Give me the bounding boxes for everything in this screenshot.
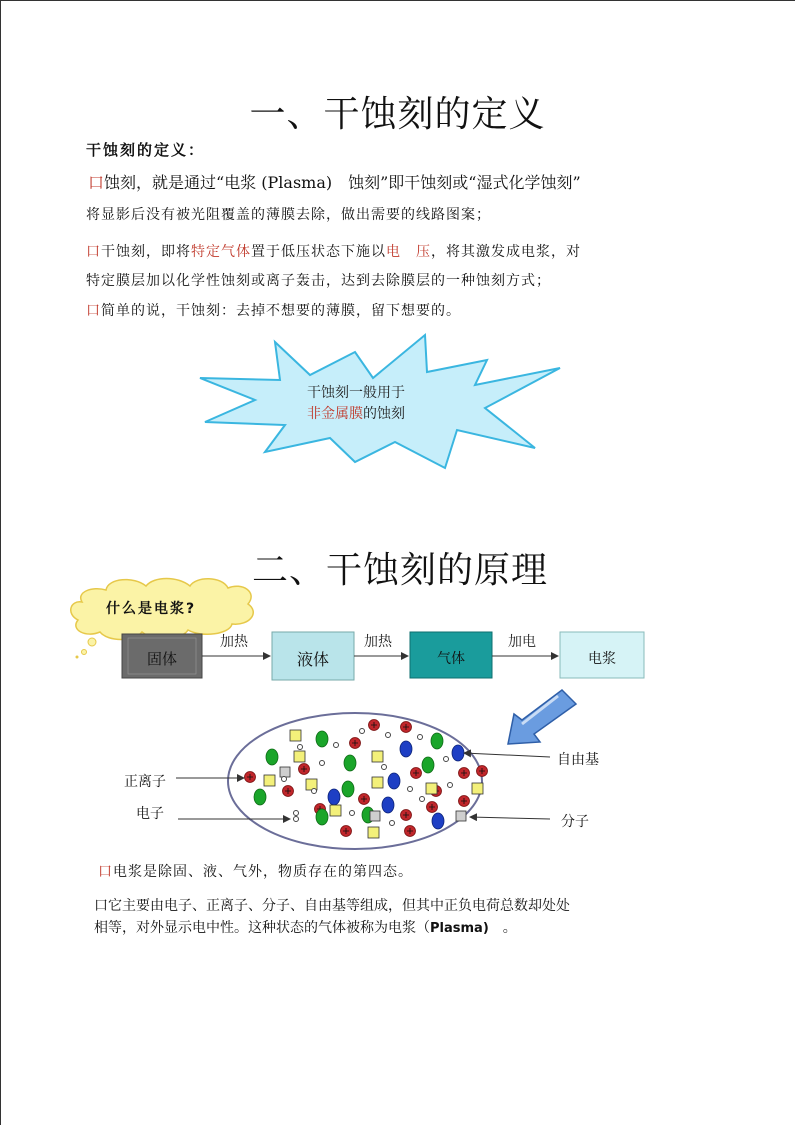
label-free-radical: 自由基 [557,752,599,768]
label-positive-ion: 正离子 [124,774,166,790]
plasma-para-2-line-1: 口它主要由电子、正离子、分子、自由基等组成，但其中正负电荷总数却处处 [94,898,570,914]
plasma-particle-diagram [110,705,630,860]
definition-line-2: 将显影后没有被光阻覆盖的薄膜去除，做出需要的线路图案； [86,207,491,223]
solid-box-label: 固体 [146,650,178,668]
definition-line-5: 口简单的说，干蚀刻：去掉不想要的薄膜，留下想要的。 [86,303,461,319]
definition-line-4: 特定膜层加以化学性蚀刻或离子轰击，达到去除膜层的一种蚀刻方式； [86,273,551,289]
pointer-molecule [470,817,550,819]
bullet-box-icon: 口 [86,244,101,260]
bullet-box-icon: 口 [88,173,105,192]
state-flow-diagram [110,624,660,686]
section2-title: 二、干蚀刻的原理 [251,550,548,591]
highlight-voltage: 电 压 [386,244,431,260]
definition-line-3: 口干蚀刻，即将特定气体置于低压状态下施以电 压，将其激发成电浆，对 [86,244,581,260]
bullet-box-icon: 口 [86,303,101,319]
burst-line-2: 非金属膜的蚀刻 [307,406,405,422]
highlight-specific-gas: 特定气体 [191,244,251,260]
arrow-heat-2-label: 加热 [364,634,392,650]
label-electron: 电子 [136,806,164,822]
arrow-electric-label: 加电 [508,634,536,650]
liquid-box-label: 液体 [296,650,330,669]
page-border-left [0,0,1,1125]
definition-line-1-text: 蚀刻，就是通过“电浆 (Plasma) 蚀刻”即干蚀刻或“湿式化学蚀刻” [104,173,581,192]
definition-subtitle: 干蚀刻的定义： [86,141,206,159]
label-molecule: 分子 [561,814,589,830]
page-border-top [0,0,795,1]
starburst-callout [195,330,565,470]
definition-line-1 [88,170,581,193]
section1-title: 一、干蚀刻的定义 [249,94,546,135]
burst-line-1: 干蚀刻一般用于 [307,385,405,401]
highlight-nonmetal-film: 非金属膜 [307,406,363,422]
pointer-free-radical [464,753,550,757]
gas-box-label: 气体 [437,651,465,667]
bullet-box-icon: 口 [98,864,113,880]
plasma-para-1: 口电浆是除固、液、气外，物质存在的第四态。 [98,864,413,880]
plasma-para-2-line-2: 相等，对外显示电中性。这种状态的气体被称为电浆（Plasma) 。 [94,920,517,936]
cloud-label: 什么是电浆? [106,601,197,617]
arrow-heat-1-label: 加热 [220,634,248,650]
plasma-box-label: 电浆 [588,651,616,667]
